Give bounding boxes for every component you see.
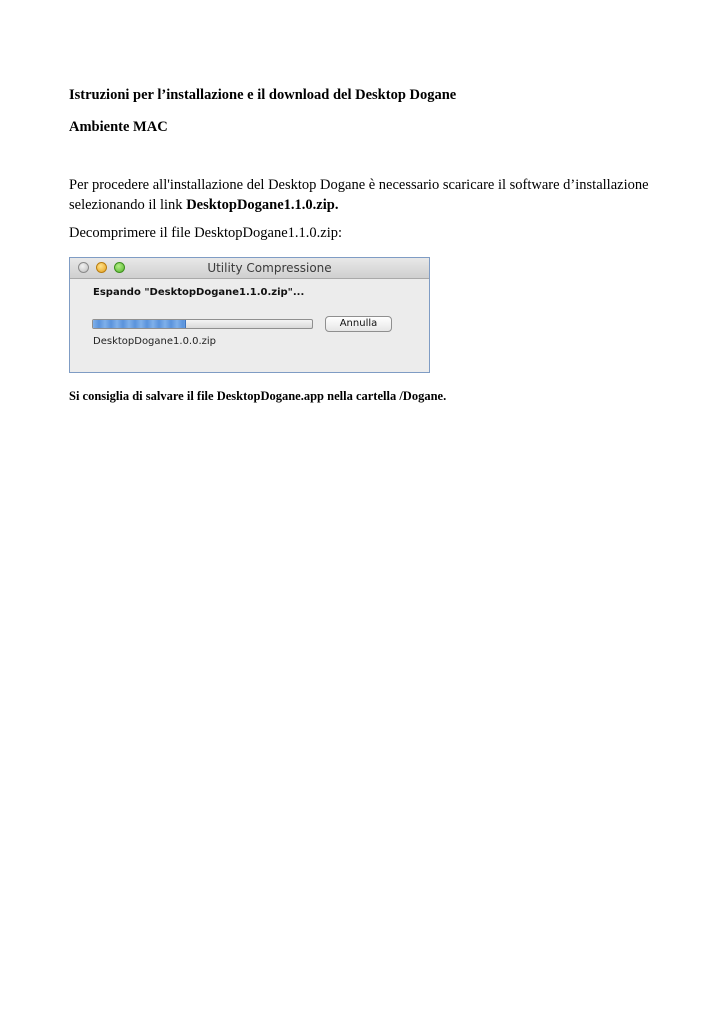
window-titlebar — [70, 258, 429, 279]
decompress-instruction: Decomprimere il file DesktopDogane1.1.0.zip: — [69, 225, 343, 241]
expanding-status: Espando "DesktopDogane1.1.0.zip"... — [93, 287, 305, 298]
download-link[interactable]: DesktopDogane1.1.0.zip. — [186, 197, 339, 213]
archive-utility-dialog — [69, 257, 430, 373]
document-subtitle: Ambiente MAC — [69, 119, 168, 135]
intro-text: Per procedere all'installazione del Desktop Dogane è necessario scaricare il software d’installazione selezionando il link — [69, 177, 649, 213]
cancel-button[interactable]: Annulla — [325, 316, 392, 332]
save-note: Si consiglia di salvare il file DesktopDogane.app nella cartella /Dogane. — [69, 389, 447, 403]
progress-fill — [93, 320, 186, 328]
progress-bar — [92, 319, 313, 329]
current-filename: DesktopDogane1.0.0.zip — [93, 336, 217, 347]
document-title: Istruzioni per l’installazione e il download del Desktop Dogane — [69, 87, 457, 103]
window-title: Utility Compressione — [207, 261, 332, 275]
intro-paragraph — [69, 175, 669, 215]
